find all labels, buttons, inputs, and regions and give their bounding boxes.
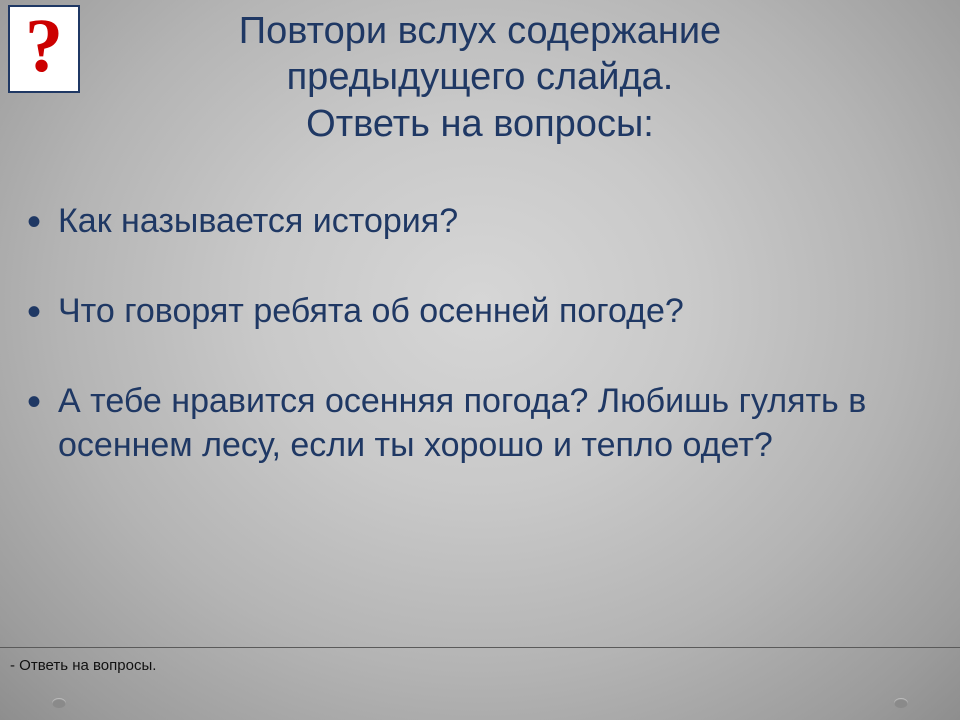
decorative-dot-left — [52, 698, 66, 708]
question-mark-logo — [8, 5, 80, 93]
bullet-icon: • — [26, 380, 41, 424]
question-list — [10, 200, 940, 467]
bullet-icon: • — [26, 200, 41, 244]
slide-title-line-1: Повтори вслух содержание — [238, 10, 722, 52]
bullet-icon: • — [26, 290, 41, 334]
list-item — [10, 290, 940, 334]
slide-title-line-3: Ответь на вопросы: — [306, 102, 654, 145]
list-item-text: Как называется история? — [58, 202, 459, 240]
footer-note: - Ответь на вопросы. — [10, 657, 157, 674]
list-item-text: Что говорят ребята об осенней погоде? — [58, 292, 684, 330]
list-item — [10, 380, 940, 467]
decorative-dot-right — [894, 698, 908, 708]
slide-title — [120, 8, 840, 147]
question-mark-icon: ? — [25, 4, 63, 88]
list-item-text: А тебе нравится осенняя погода? Любишь гулять в осеннем лесу, если ты хорошо и тепло одет? — [58, 382, 867, 464]
footer-divider — [0, 647, 960, 648]
list-item — [10, 200, 940, 244]
slide-title-line-2: предыдущего слайда. — [286, 56, 674, 99]
